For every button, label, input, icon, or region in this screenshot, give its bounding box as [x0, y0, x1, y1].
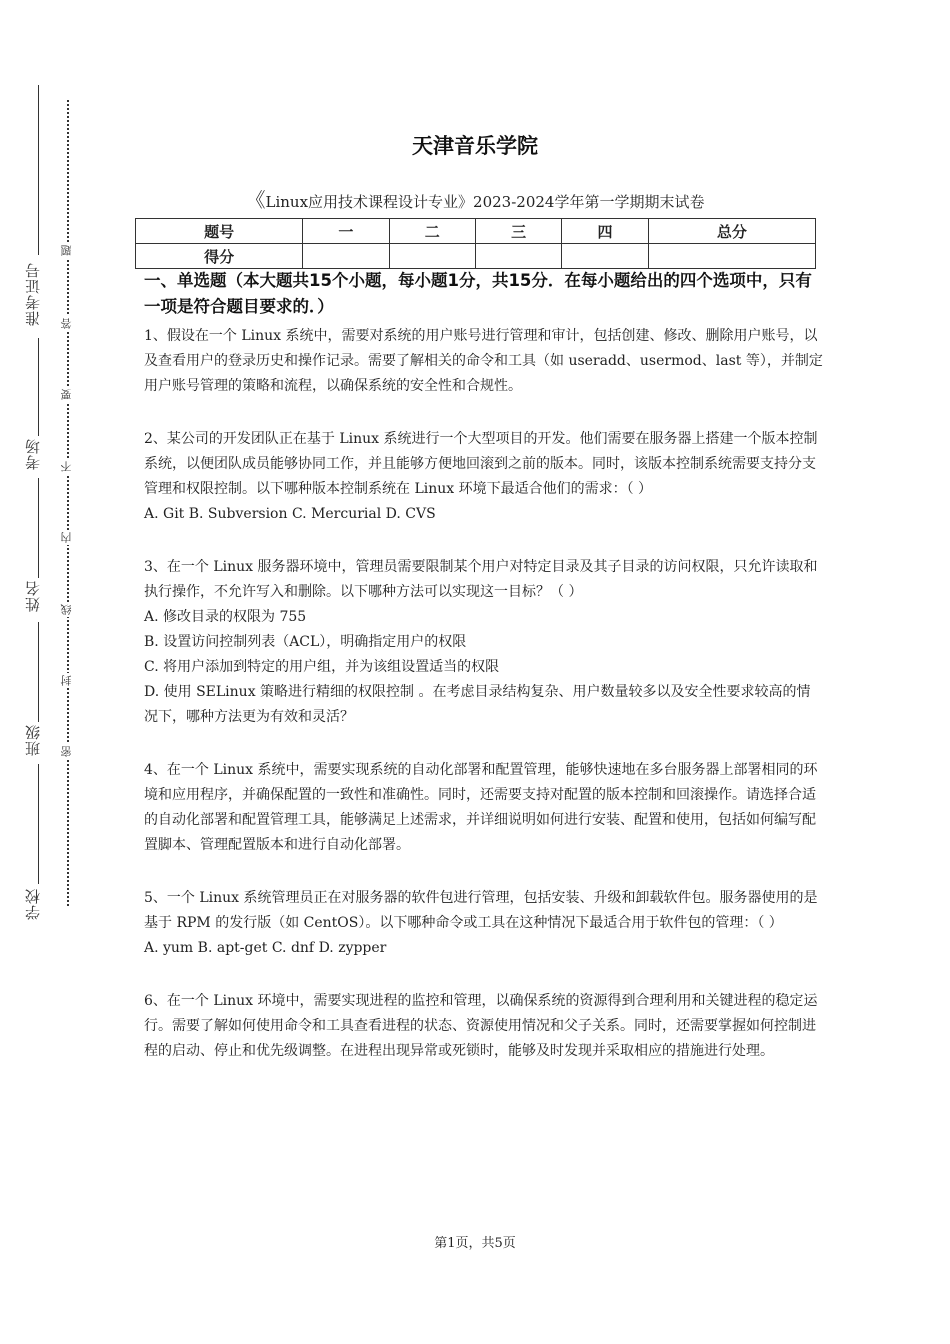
page-footer: 第1页，共5页 [434, 1236, 516, 1251]
question-1 [144, 324, 824, 399]
seal-char: 内 [59, 530, 77, 545]
score-table-cell: 一 [303, 219, 389, 244]
score-table-cell: 总分 [648, 219, 815, 244]
exam-number-label: 准考证号 [24, 262, 42, 326]
score-table-cell: 题号 [136, 219, 303, 244]
question-3 [144, 555, 824, 730]
seal-char: 封 [59, 673, 77, 688]
score-entry-cell [303, 244, 389, 269]
score-table-cell: 二 [389, 219, 475, 244]
school-label: 学校 [24, 888, 42, 920]
score-table-score-row [136, 244, 816, 269]
question-text: 5、一个 Linux 系统管理员正在对服务器的软件包进行管理，包括安装、升级和卸载软件包。服务器使用的是基于 RPM 的发行版（如 CentOS）。以下哪种命令或工具在这种情况下最适合用于软件包的管理：（ ） [144, 890, 818, 931]
seal-char: 要 [59, 387, 77, 402]
question-text: 3、在一个 Linux 服务器环境中，管理员需要限制某个用户对特定目录及其子目录的访问权限，只允许读取和执行操作，不允许写入和删除。以下哪种方法可以实现这一目标？（ ） [144, 559, 818, 600]
question-options: A. Git B. Subversion C. Mercurial D. CVS [144, 506, 436, 522]
question-text: 2、某公司的开发团队正在基于 Linux 系统进行一个大型项目的开发。他们需要在服务器上搭建一个版本控制系统，以便团队成员能够协同工作，并且能够方便地回滚到之前的版本。同时，该版本控制系统需要支持分支管理和权限控制。以下哪种版本控制系统在 Linux 环境下最适合他们的需求：（ ） [144, 431, 818, 497]
option-d: D. 使用 SELinux 策略进行精细的权限控制 。在考虑目录结构复杂、用户数量较多以及安全性要求较高的情况下，哪种方法更为有效和灵活？ [144, 684, 811, 725]
section-heading: 一、单选题（本大题共15个小题，每小题1分，共15分．在每小题给出的四个选项中，只有一项是符合题目要求的．） [144, 271, 812, 316]
question-2 [144, 427, 824, 527]
seal-char: 答 [59, 316, 77, 331]
score-entry-cell [562, 244, 648, 269]
seal-char: 不 [59, 459, 77, 474]
subtitle-bracket: 《 [245, 188, 266, 212]
score-table-cell: 三 [475, 219, 561, 244]
seal-dotted-line [67, 100, 69, 906]
seal-char: 密 [59, 744, 77, 759]
option-a: A. 修改目录的权限为 755 [144, 609, 307, 625]
exam-content [144, 268, 824, 1064]
exam-subtitle [0, 184, 950, 213]
score-entry-cell [475, 244, 561, 269]
score-table-cell: 得分 [136, 244, 303, 269]
question-text: 6、在一个 Linux 环境中，需要实现进程的监控和管理，以确保系统的资源得到合理利用和关键进程的稳定运行。需要了解如何使用命令和工具查看进程的状态、资源使用情况和父子关系。同时，还需要掌握如何控制进程的启动、停止和优先级调整。在进程出现异常或死锁时，能够及时发现并采取相应的措施进行处理。 [144, 993, 818, 1059]
seal-char: 题 [59, 243, 77, 258]
question-5 [144, 886, 824, 961]
score-table-header-row [136, 219, 816, 244]
question-4 [144, 758, 824, 858]
score-entry-cell [389, 244, 475, 269]
option-b: B. 设置访问控制列表（ACL），明确指定用户的权限 [144, 634, 467, 650]
score-table-cell: 四 [562, 219, 648, 244]
name-label: 姓名 [24, 580, 42, 612]
question-text: 1、假设在一个 Linux 系统中，需要对系统的用户账号进行管理和审计，包括创建、修改、删除用户账号，以及查看用户的登录历史和操作记录。需要了解相关的命令和工具（如 useradd、usermod、last 等），并制定用户账号管理的策略和流程，以确保系统的安全性和合规性。 [144, 328, 823, 394]
exam-room-label: 考场 [24, 438, 42, 470]
subtitle-text: Linux应用技术课程设计专业》2023-2024学年第一学期期末试卷 [265, 193, 705, 211]
school-title: 天津音乐学院 [412, 134, 538, 158]
question-options: A. yum B. apt-get C. dnf D. zypper [144, 940, 387, 956]
score-entry-cell [648, 244, 815, 269]
class-label: 班级 [24, 724, 42, 756]
question-text: 4、在一个 Linux 系统中，需要实现系统的自动化部署和配置管理，能够快速地在多台服务器上部署相同的环境和应用程序，并确保配置的一致性和准确性。同时，还需要支持对配置的版本控制和回滚操作。请选择合适的自动化部署和配置管理工具，能够满足上述需求，并详细说明如何进行安装、配置和使用，包括如何编写配置脚本、管理配置版本和进行自动化部署。 [144, 762, 818, 853]
seal-char: 线 [59, 602, 77, 617]
option-c: C. 将用户添加到特定的用户组，并为该组设置适当的权限 [144, 659, 500, 675]
score-table [135, 218, 816, 269]
question-6 [144, 989, 824, 1064]
